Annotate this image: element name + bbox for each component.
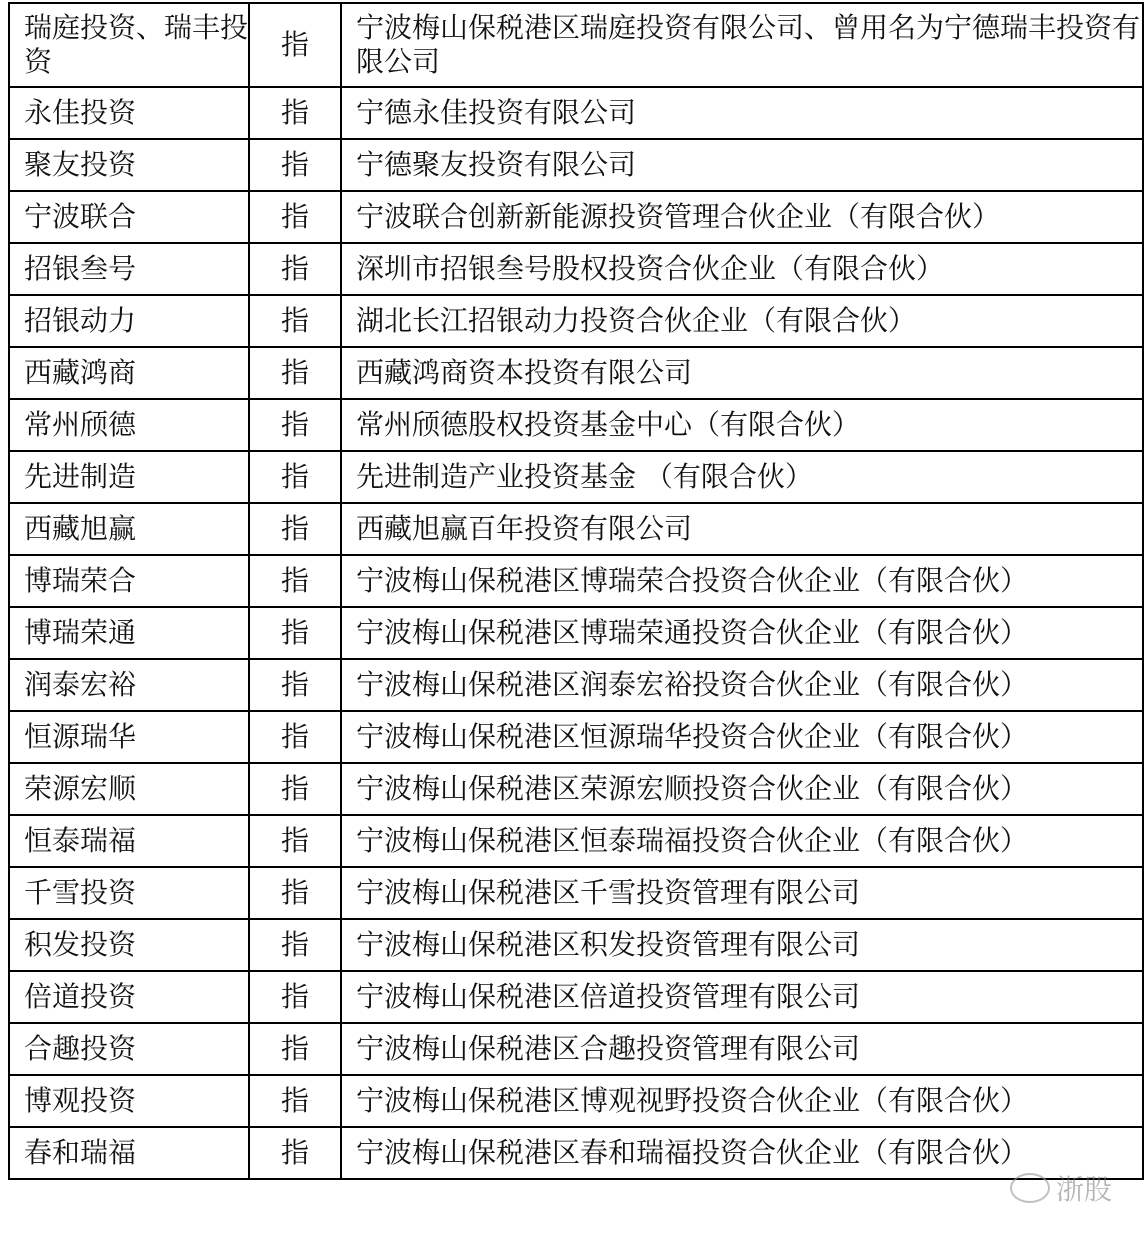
full-name-cell: 宁波梅山保税港区恒源瑞华投资合伙企业（有限合伙） [341, 711, 1143, 763]
table-row [9, 555, 1143, 607]
definitions-table [8, 2, 1144, 1180]
relation-cell: 指 [249, 659, 341, 711]
full-name-cell: 宁波梅山保税港区合趣投资管理有限公司 [341, 1023, 1143, 1075]
relation-cell: 指 [249, 555, 341, 607]
table-row [9, 243, 1143, 295]
table-row [9, 191, 1143, 243]
abbreviation-cell: 恒源瑞华 [9, 711, 249, 763]
abbreviation-cell: 永佳投资 [9, 87, 249, 139]
abbreviation-cell: 恒泰瑞福 [9, 815, 249, 867]
abbreviation-cell: 润泰宏裕 [9, 659, 249, 711]
table-row [9, 867, 1143, 919]
full-name-cell: 宁波梅山保税港区千雪投资管理有限公司 [341, 867, 1143, 919]
abbreviation-cell: 先进制造 [9, 451, 249, 503]
abbreviation-cell: 宁波联合 [9, 191, 249, 243]
table-row [9, 451, 1143, 503]
relation-cell: 指 [249, 295, 341, 347]
table-row [9, 295, 1143, 347]
table-row [9, 1023, 1143, 1075]
full-name-cell: 宁德聚友投资有限公司 [341, 139, 1143, 191]
relation-cell: 指 [249, 399, 341, 451]
abbreviation-cell: 博瑞荣合 [9, 555, 249, 607]
abbreviation-cell: 聚友投资 [9, 139, 249, 191]
full-name-cell: 西藏旭赢百年投资有限公司 [341, 503, 1143, 555]
full-name-cell: 湖北长江招银动力投资合伙企业（有限合伙） [341, 295, 1143, 347]
full-name-cell: 宁波梅山保税港区博瑞荣通投资合伙企业（有限合伙） [341, 607, 1143, 659]
relation-cell: 指 [249, 1023, 341, 1075]
relation-cell: 指 [249, 1075, 341, 1127]
relation-cell: 指 [249, 243, 341, 295]
abbreviation-cell: 瑞庭投资、瑞丰投资 [9, 3, 249, 87]
table-row [9, 971, 1143, 1023]
relation-cell: 指 [249, 763, 341, 815]
table-row [9, 347, 1143, 399]
full-name-cell: 宁波梅山保税港区荣源宏顺投资合伙企业（有限合伙） [341, 763, 1143, 815]
abbreviation-cell: 积发投资 [9, 919, 249, 971]
relation-cell: 指 [249, 1127, 341, 1179]
full-name-cell: 宁波梅山保税港区润泰宏裕投资合伙企业（有限合伙） [341, 659, 1143, 711]
relation-cell: 指 [249, 815, 341, 867]
table-row [9, 87, 1143, 139]
full-name-cell: 宁波梅山保税港区瑞庭投资有限公司、曾用名为宁德瑞丰投资有限公司 [341, 3, 1143, 87]
table-row [9, 1075, 1143, 1127]
abbreviation-cell: 招银叁号 [9, 243, 249, 295]
watermark [1010, 1168, 1112, 1208]
table-row [9, 503, 1143, 555]
abbreviation-cell: 招银动力 [9, 295, 249, 347]
relation-cell: 指 [249, 971, 341, 1023]
full-name-cell: 宁波梅山保税港区博观视野投资合伙企业（有限合伙） [341, 1075, 1143, 1127]
table-row [9, 815, 1143, 867]
abbreviation-cell: 荣源宏顺 [9, 763, 249, 815]
relation-cell: 指 [249, 607, 341, 659]
full-name-cell: 常州颀德股权投资基金中心（有限合伙） [341, 399, 1143, 451]
relation-cell: 指 [249, 451, 341, 503]
table-row [9, 1127, 1143, 1179]
full-name-cell: 宁德永佳投资有限公司 [341, 87, 1143, 139]
relation-cell: 指 [249, 867, 341, 919]
relation-cell: 指 [249, 191, 341, 243]
full-name-cell: 深圳市招银叁号股权投资合伙企业（有限合伙） [341, 243, 1143, 295]
full-name-cell: 宁波梅山保税港区积发投资管理有限公司 [341, 919, 1143, 971]
table-row [9, 763, 1143, 815]
full-name-cell: 宁波梅山保税港区倍道投资管理有限公司 [341, 971, 1143, 1023]
abbreviation-cell: 博瑞荣通 [9, 607, 249, 659]
abbreviation-cell: 合趣投资 [9, 1023, 249, 1075]
watermark-text: 浙股 [1056, 1173, 1113, 1206]
abbreviation-cell: 倍道投资 [9, 971, 249, 1023]
relation-cell: 指 [249, 139, 341, 191]
abbreviation-cell: 西藏旭赢 [9, 503, 249, 555]
abbreviation-cell: 博观投资 [9, 1075, 249, 1127]
abbreviation-cell: 千雪投资 [9, 867, 249, 919]
full-name-cell: 宁波梅山保税港区恒泰瑞福投资合伙企业（有限合伙） [341, 815, 1143, 867]
table-row [9, 139, 1143, 191]
relation-cell: 指 [249, 3, 341, 87]
abbreviation-cell: 春和瑞福 [9, 1127, 249, 1179]
table-row [9, 919, 1143, 971]
full-name-cell: 先进制造产业投资基金 （有限合伙） [341, 451, 1143, 503]
table-row [9, 711, 1143, 763]
full-name-cell: 宁波联合创新新能源投资管理合伙企业（有限合伙） [341, 191, 1143, 243]
relation-cell: 指 [249, 87, 341, 139]
wechat-icon [1010, 1173, 1050, 1203]
table-row [9, 659, 1143, 711]
table-row [9, 3, 1143, 87]
relation-cell: 指 [249, 347, 341, 399]
full-name-cell: 西藏鸿商资本投资有限公司 [341, 347, 1143, 399]
relation-cell: 指 [249, 919, 341, 971]
full-name-cell: 宁波梅山保税港区博瑞荣合投资合伙企业（有限合伙） [341, 555, 1143, 607]
relation-cell: 指 [249, 503, 341, 555]
table-row [9, 607, 1143, 659]
relation-cell: 指 [249, 711, 341, 763]
abbreviation-cell: 常州颀德 [9, 399, 249, 451]
abbreviation-cell: 西藏鸿商 [9, 347, 249, 399]
full-name-cell: 宁波梅山保税港区春和瑞福投资合伙企业（有限合伙） [341, 1127, 1143, 1179]
table-row [9, 399, 1143, 451]
